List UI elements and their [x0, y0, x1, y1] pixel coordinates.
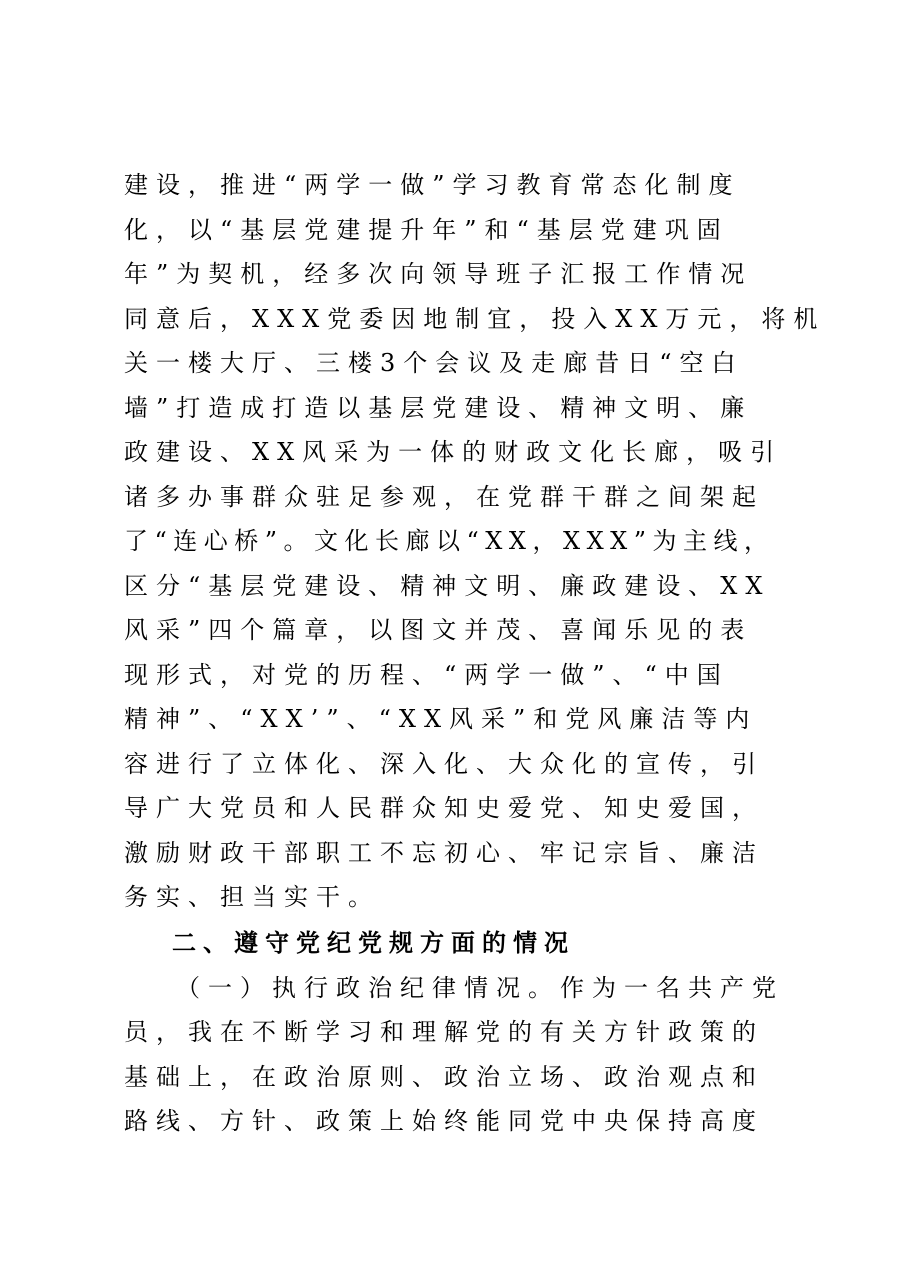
- document-body: [124, 163, 824, 1144]
- paragraph-line: 同意后，XXX党委因地制宜，投入XX万元，将机: [124, 304, 826, 333]
- paragraph-line: 激励财政干部职工不忘初心、牢记宗旨、廉洁: [124, 838, 764, 867]
- section-heading: 二、遵守党纪党规方面的情况: [172, 928, 575, 957]
- paragraph-line: 关一楼大厅、三楼3个会议及走廊昔日“空白: [124, 349, 744, 377]
- paragraph-line: 建设，推进“两学一做”学习教育常态化制度: [124, 171, 741, 199]
- paragraph-line: 年”为契机，经多次向领导班子汇报工作情况: [124, 260, 753, 288]
- paragraph-line: （一）执行政治纪律情况。作为一名共产党: [176, 973, 784, 1002]
- paragraph-line: 路线、方针、政策上始终能同党中央保持高度: [124, 1107, 764, 1135]
- paragraph-line: 容进行了立体化、深入化、大众化的宣传，引: [124, 749, 764, 778]
- paragraph-line: 政建设、XX风采为一体的财政文化长廊，吸引: [124, 438, 783, 466]
- paragraph-line: 区分“基层党建设、精神文明、廉政建设、XX: [124, 571, 771, 600]
- paragraph-line: 化，以“基层党建提升年”和“基层党建巩固: [124, 215, 729, 244]
- paragraph-line: 员，我在不断学习和理解党的有关方针政策的: [124, 1018, 764, 1046]
- paragraph-line: 了“连心桥”。文化长廊以“XX，XXX”为主线，: [124, 527, 775, 555]
- paragraph-line: 墙”打造成打造以基层党建设、精神文明、廉: [124, 393, 753, 422]
- paragraph-line: 基础上，在政治原则、政治立场、政治观点和: [124, 1062, 764, 1091]
- paragraph-line: 导广大党员和人民群众知史爱党、知史爱国，: [124, 794, 764, 822]
- paragraph-line: 风采”四个篇章，以图文并茂、喜闻乐见的表: [124, 616, 753, 644]
- paragraph-line: 现形式，对党的历程、“两学一做”、“中国: [124, 660, 729, 689]
- paragraph-line: 精神”、“XX’”、“XX风采”和党风廉洁等内: [124, 705, 758, 733]
- paragraph-line: 务实、担当实干。: [124, 883, 380, 911]
- paragraph-line: 诸多办事群众驻足参观，在党群干群之间架起: [124, 482, 764, 511]
